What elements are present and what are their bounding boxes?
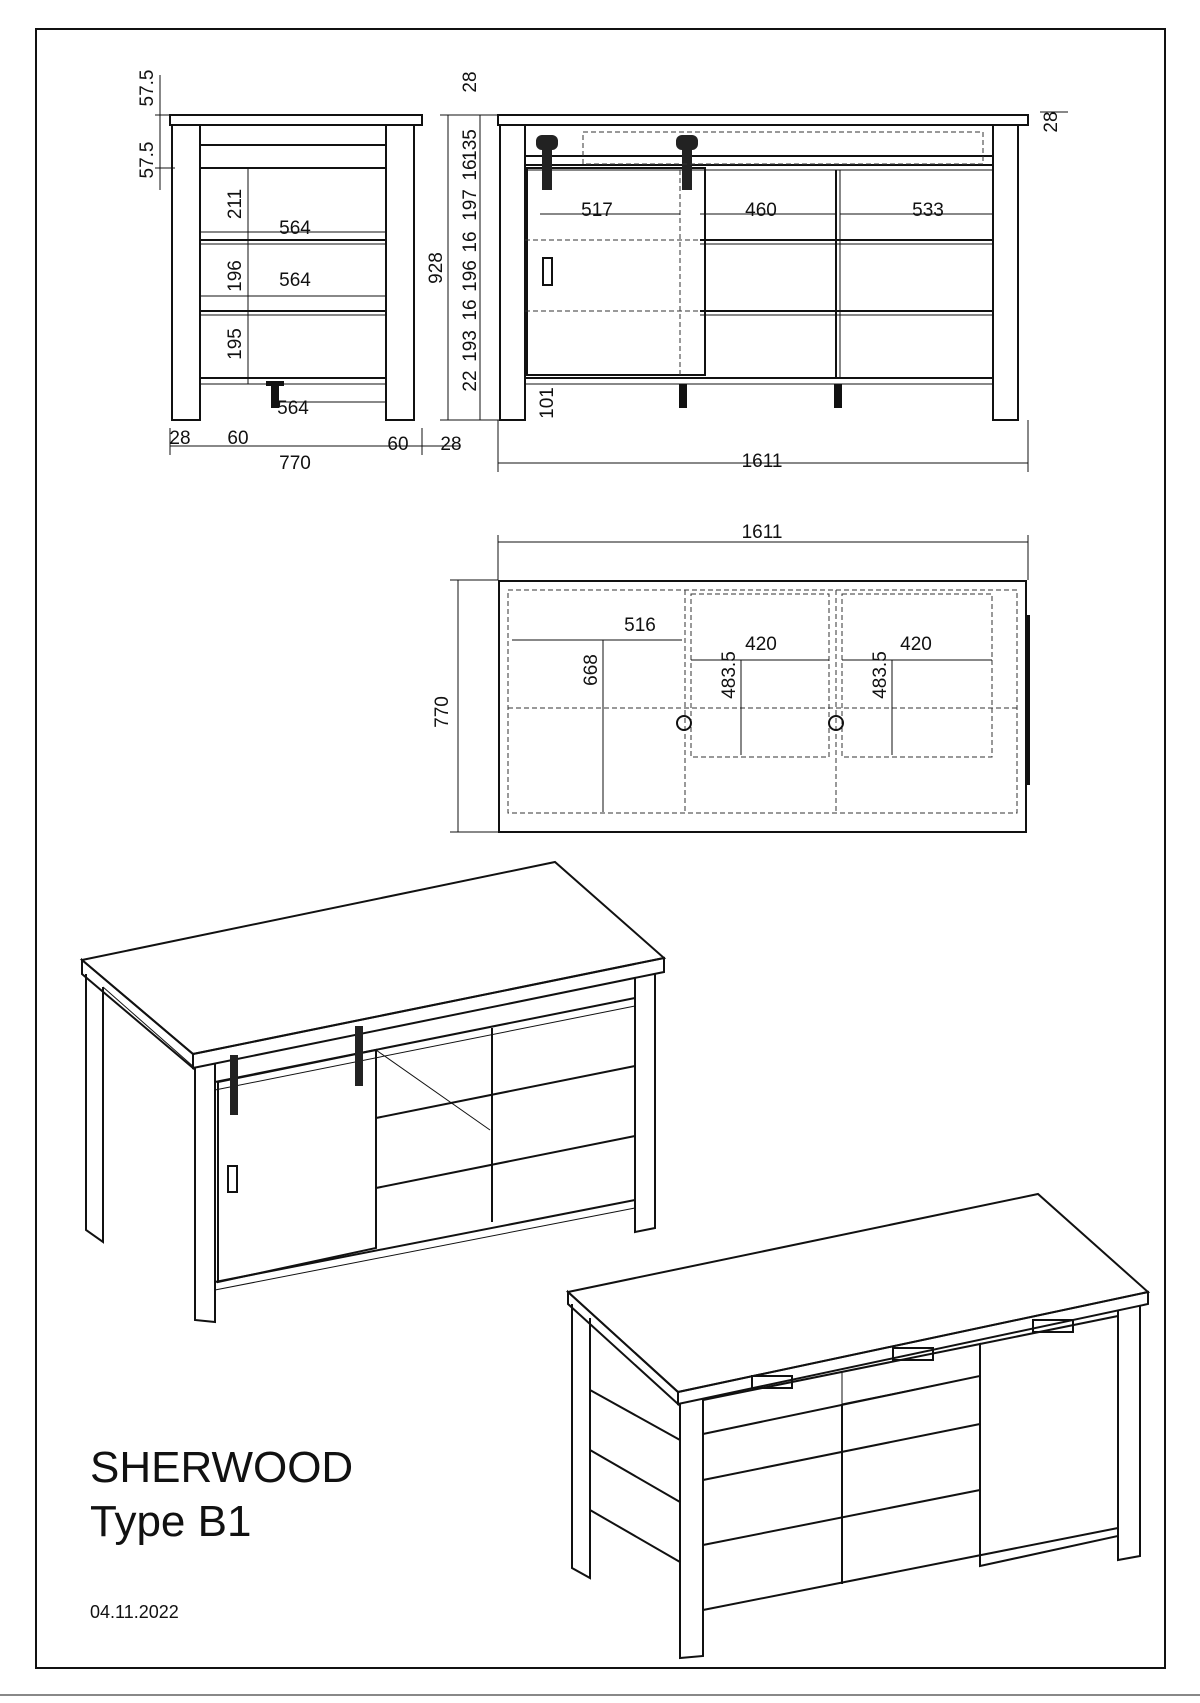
dim-side-width: 770 bbox=[279, 453, 311, 474]
front-sliding-door bbox=[527, 168, 705, 375]
iso2-door bbox=[980, 1316, 1118, 1566]
dim-front-16c: 16 bbox=[460, 299, 481, 321]
dim-front-193: 193 bbox=[460, 330, 481, 362]
dim-front-196: 196 bbox=[460, 260, 481, 292]
dim-side-shelf-h1: 211 bbox=[225, 188, 246, 220]
dim-front-101: 101 bbox=[537, 387, 558, 419]
dim-front-top-thickness: 28 bbox=[460, 71, 481, 93]
dim-front-16a: 16 bbox=[460, 159, 481, 181]
iso2-leg-right bbox=[1118, 1306, 1140, 1560]
dim-front-height: 928 bbox=[426, 252, 447, 284]
dim-side-shelf-h3: 195 bbox=[225, 328, 246, 360]
title-line-2: Type B1 bbox=[90, 1497, 252, 1546]
dim-top-668: 668 bbox=[581, 654, 602, 686]
front-foot-1 bbox=[679, 384, 687, 408]
side-leg-right bbox=[386, 125, 414, 420]
top-view bbox=[432, 522, 1030, 832]
dim-top-420b: 420 bbox=[900, 634, 932, 655]
dim-top-depth: 770 bbox=[432, 696, 453, 728]
dim-front-width: 1611 bbox=[741, 451, 783, 472]
dim-side-shelf-h2: 196 bbox=[225, 260, 246, 292]
iso-view-drawers bbox=[568, 1194, 1148, 1658]
front-leg-left bbox=[500, 125, 525, 420]
top-foot-1 bbox=[677, 716, 691, 730]
dim-front-comp-3: 533 bbox=[912, 200, 944, 221]
iso2-leg-front bbox=[680, 1400, 703, 1658]
iso2-leg-left bbox=[572, 1304, 590, 1578]
side-top-panel bbox=[170, 115, 422, 125]
side-view bbox=[137, 70, 462, 474]
dim-top-483b: 483.5 bbox=[870, 651, 891, 699]
side-leg-left bbox=[172, 125, 200, 420]
iso1-leg-front bbox=[195, 1064, 215, 1322]
drawing-date: 04.11.2022 bbox=[90, 1602, 179, 1622]
dim-side-shelf-w2: 564 bbox=[279, 270, 311, 291]
dim-top-516: 516 bbox=[624, 615, 656, 636]
iso1-leg-right bbox=[635, 974, 655, 1232]
dim-side-leg-w-left: 60 bbox=[227, 428, 249, 449]
iso1-top-surface bbox=[82, 862, 664, 1054]
iso1-leg-left bbox=[86, 974, 103, 1242]
dim-front-135: 135 bbox=[460, 129, 481, 161]
sheet-border bbox=[36, 29, 1165, 1668]
front-top-panel bbox=[498, 115, 1028, 125]
dim-front-16b: 16 bbox=[460, 231, 481, 253]
front-door-handle bbox=[543, 258, 552, 285]
dim-side-leg-w-right: 60 bbox=[387, 434, 409, 455]
dim-side-shelf-w3: 564 bbox=[277, 398, 309, 419]
iso1-door-handle bbox=[228, 1166, 237, 1192]
iso-view-sliding-door bbox=[82, 862, 664, 1322]
dim-front-22: 22 bbox=[460, 370, 481, 392]
dim-side-leg-left: 28 bbox=[169, 428, 191, 449]
dim-front-right-thickness: 28 bbox=[1041, 111, 1062, 133]
dim-top-483a: 483.5 bbox=[719, 651, 740, 699]
title-line-1: SHERWOOD bbox=[90, 1443, 354, 1492]
dim-top-width: 1611 bbox=[741, 522, 783, 543]
front-foot-2 bbox=[834, 384, 842, 408]
dim-side-top-2: 57.5 bbox=[137, 141, 158, 179]
dim-top-420a: 420 bbox=[745, 634, 777, 655]
dim-side-leg-right: 28 bbox=[440, 434, 462, 455]
dim-front-comp-1: 517 bbox=[581, 200, 613, 221]
dim-side-shelf-w1: 564 bbox=[279, 218, 311, 239]
dim-side-top-1: 57.5 bbox=[137, 69, 158, 107]
top-outline bbox=[499, 581, 1026, 832]
dim-front-comp-2: 460 bbox=[745, 200, 777, 221]
front-leg-right bbox=[993, 125, 1018, 420]
front-view bbox=[426, 71, 1068, 472]
dim-front-197: 197 bbox=[460, 189, 481, 221]
